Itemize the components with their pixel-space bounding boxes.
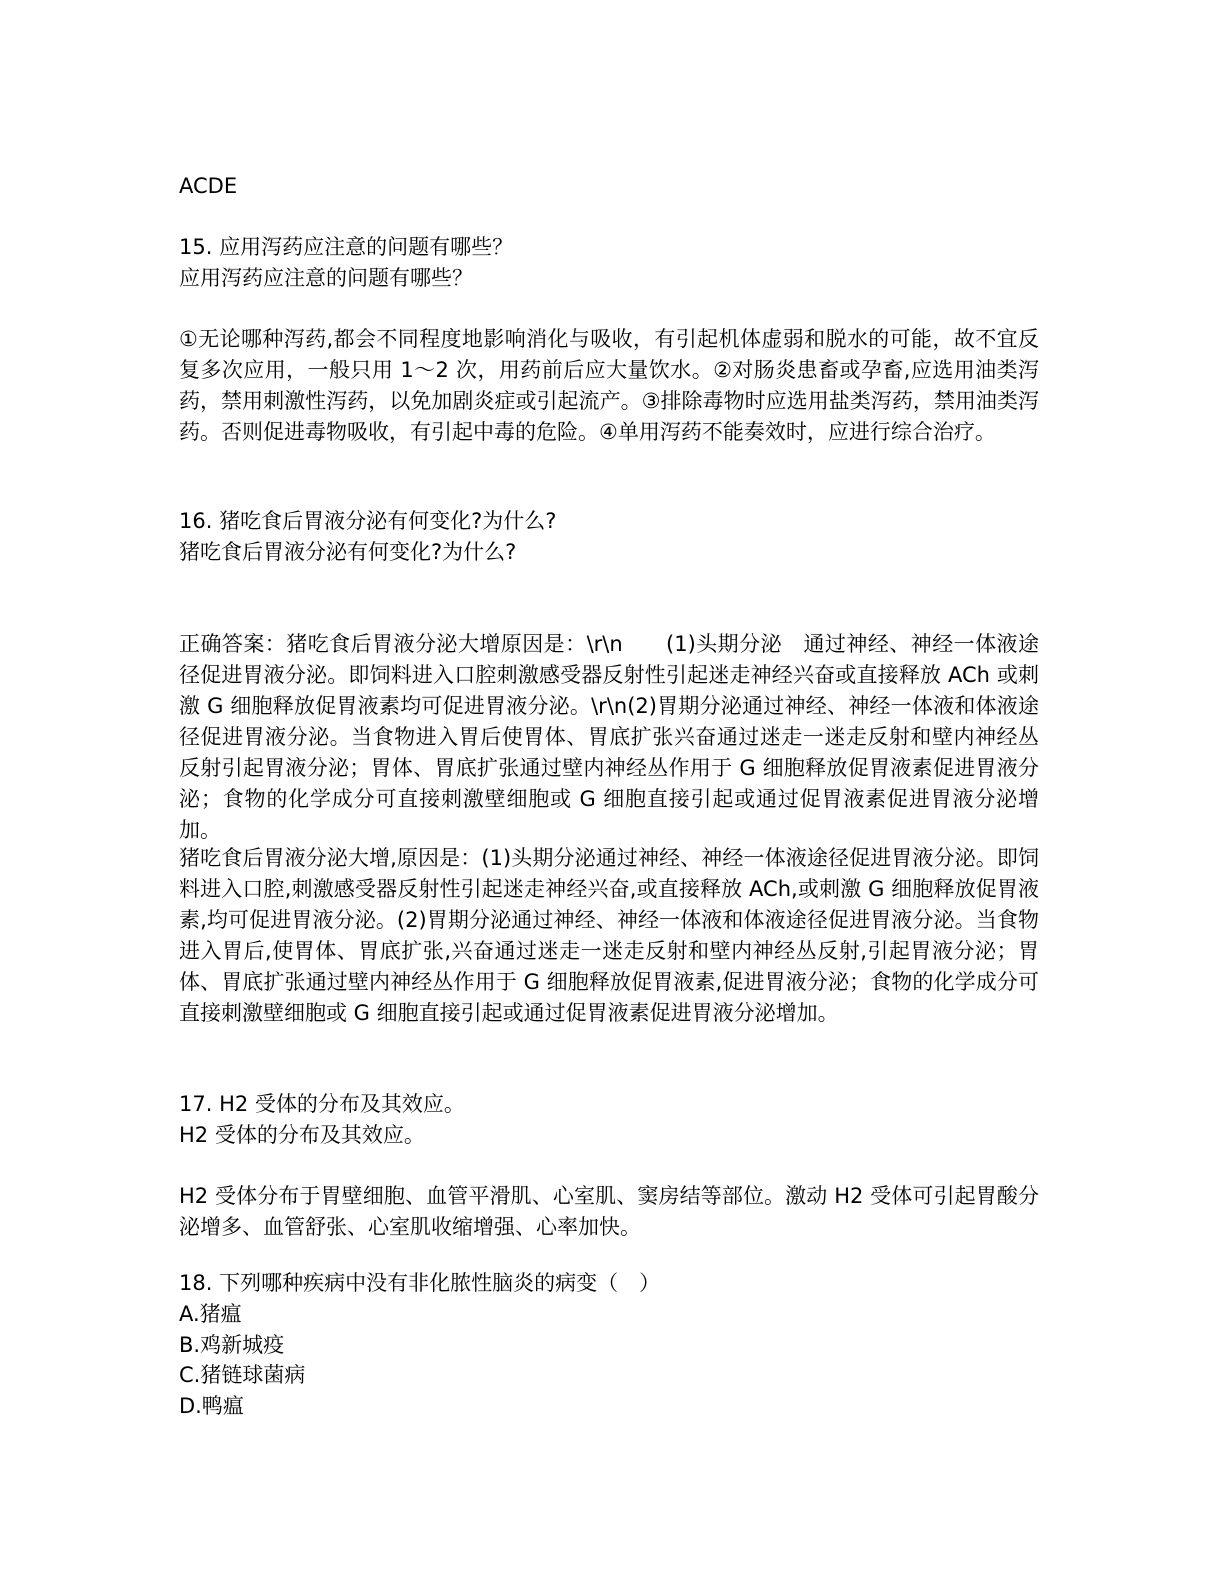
question-16-answer-b: 猪吃食后胃液分泌大增,原因是：(1)头期分泌通过神经、神经一体液途径促进胃液分泌。即饲料进入口腔,刺激感受器反射性引起迷走神经兴奋,或直接释放 ACh,或刺激 G 细胞释放促胃液素,均可促进胃液分泌。(2)胃期分泌通过神经、神经一体液和体液途径促进胃液分泌。当食物进入胃后,使胃体、胃底扩张,兴奋通过迷走一迷走反射和壁内神经丛反射,引起胃液分泌；胃体、胃底扩张通过壁内神经丛作用于 G 细胞释放促胃液素,促进胃液分泌；食物的化学成分可直接刺激壁细胞或 G 细胞直接引起或通过促胃液素促进胃液分泌增加。 bbox=[179, 846, 1039, 1025]
question-18-option-b: B.鸡新城疫 bbox=[179, 1333, 285, 1357]
question-15-title: 15. 应用泻药应注意的问题有哪些？ bbox=[179, 235, 514, 259]
question-16-title: 16. 猪吃食后胃液分泌有何变化?为什么? bbox=[179, 509, 557, 533]
question-15-answer: ①无论哪种泻药,都会不同程度地影响消化与吸收，有引起机体虚弱和脱水的可能，故不宜反复多次应用，一般只用 1～2 次，用药前后应大量饮水。②对肠炎患畜或孕畜,应选用油类泻药，禁用刺激性泻药，以免加剧炎症或引起流产。③排除毒物时应选用盐类泻药，禁用油类泻药。否则促进毒物吸收，有引起中毒的危险。④单用泻药不能奏效时，应进行综合治疗。 bbox=[179, 327, 1039, 444]
question-18-title: 18. 下列哪种疾病中没有非化脓性脑炎的病变（ ） bbox=[179, 1271, 661, 1295]
question-17-repeat: H2 受体的分布及其效应。 bbox=[179, 1123, 425, 1147]
question-18-option-c: C.猪链球菌病 bbox=[179, 1363, 306, 1387]
question-15-repeat: 应用泻药应注意的问题有哪些？ bbox=[179, 266, 473, 290]
previous-answer: ACDE bbox=[179, 174, 238, 198]
question-18-option-a: A.猪瘟 bbox=[179, 1302, 242, 1326]
question-16-answer-a: 正确答案：猪吃食后胃液分泌大增原因是：\r\n (1)头期分泌 通过神经、神经一体液途径促进胃液分泌。即饲料进入口腔刺激感受器反射性引起迷走神经兴奋或直接释放 ACh 或刺激 G 细胞释放促胃液素均可促进胃液分泌。\r\n(2)胃期分泌通过神经、神经一体液和体液途径促进胃液分泌。当食物进入胃后使胃体、胃底扩张兴奋通过迷走一迷走反射和壁内神经丛反射引起胃液分泌；胃体、胃底扩张通过壁内神经丛作用于 G 细胞释放促胃液素促进胃液分泌；食物的化学成分可直接刺激壁细胞或 G 细胞直接引起或通过促胃液素促进胃液分泌增加。 bbox=[179, 632, 1039, 842]
question-18-option-d: D.鸭瘟 bbox=[179, 1394, 244, 1418]
question-16-repeat: 猪吃食后胃液分泌有何变化?为什么? bbox=[179, 540, 517, 564]
question-17-title: 17. H2 受体的分布及其效应。 bbox=[179, 1092, 465, 1116]
question-17-answer: H2 受体分布于胃壁细胞、血管平滑肌、心室肌、窦房结等部位。激动 H2 受体可引起胃酸分泌增多、血管舒张、心室肌收缩增强、心率加快。 bbox=[179, 1184, 1039, 1239]
